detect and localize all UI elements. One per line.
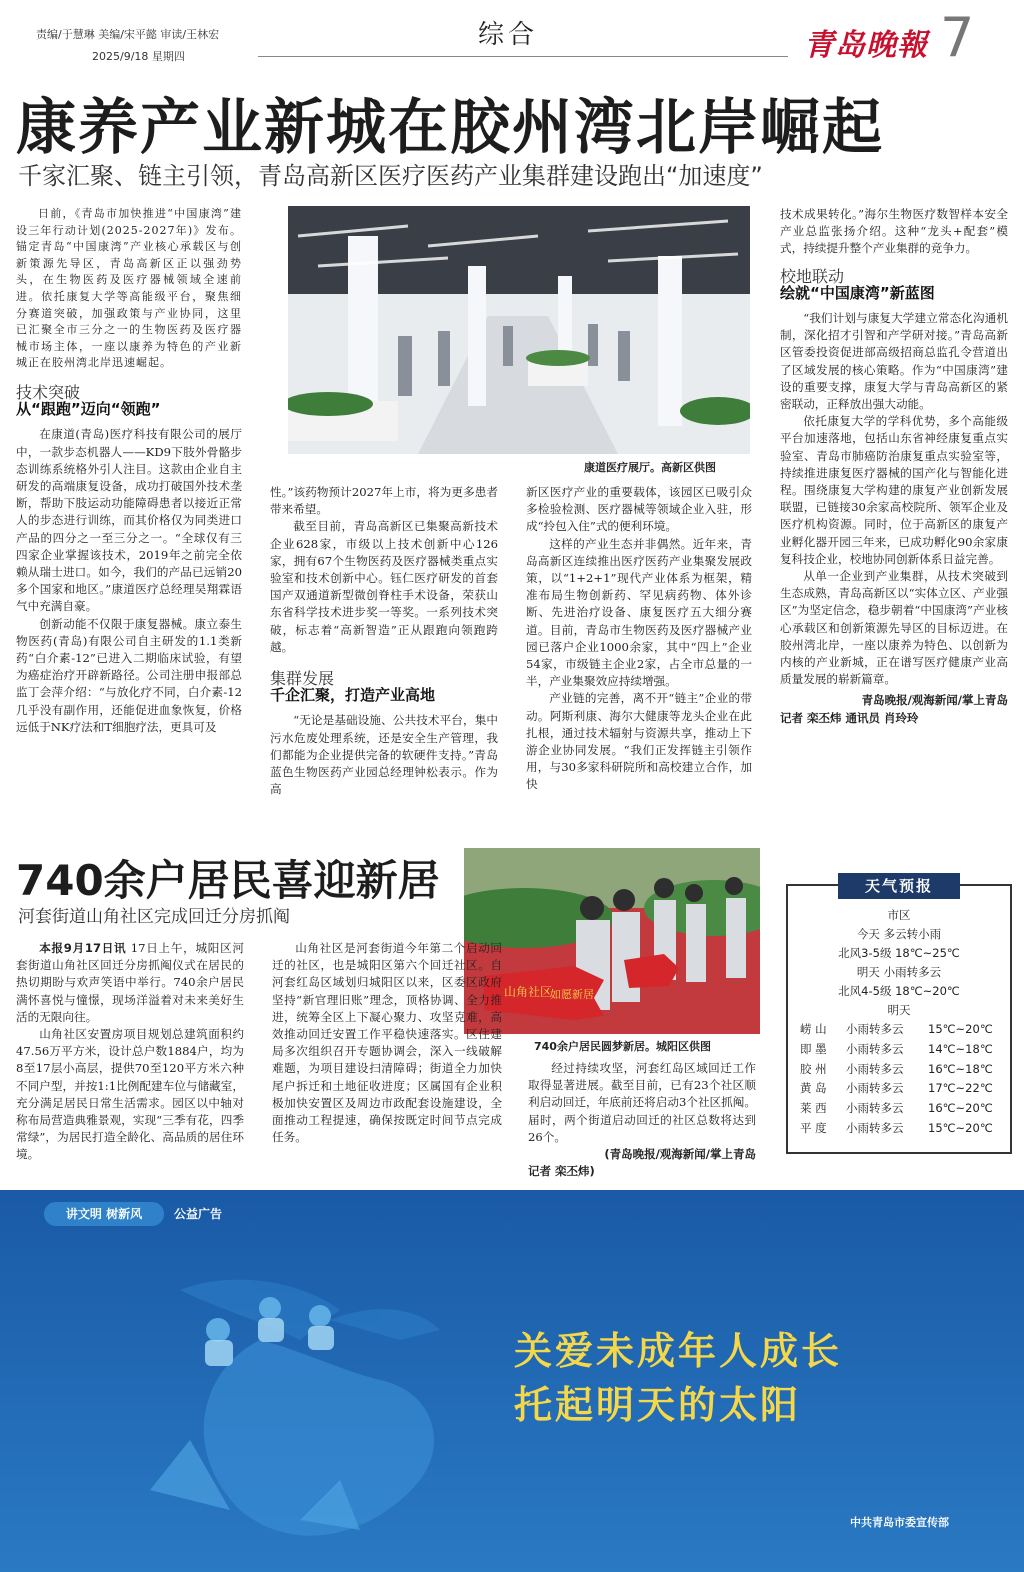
article1-column-4	[780, 206, 1008, 727]
weather-city-row	[800, 1099, 1010, 1119]
weather-city-row	[800, 1040, 1010, 1060]
article2-headline: 740余户居民喜迎新居	[16, 856, 440, 905]
section2-title: 集群发展	[270, 669, 335, 689]
city-temp: 15℃~20℃	[928, 1120, 993, 1135]
photo-sign-2: 如愿新居	[550, 988, 594, 1001]
weather-tomorrow: 明天 小雨转多云	[856, 965, 942, 979]
city-temp: 16℃~20℃	[928, 1101, 993, 1116]
city-name: 平 度	[800, 1120, 827, 1135]
city-name: 胶 州	[800, 1061, 827, 1076]
photo2-caption: 740余户居民圆梦新居。城阳区供图	[534, 1040, 711, 1053]
article2-byline-outlet: (青岛晚报/观海新闻/掌上青岛	[604, 1147, 756, 1162]
article1-column-1	[16, 206, 242, 736]
weather-city-row	[800, 1079, 1010, 1099]
section-name: 综合	[478, 20, 539, 50]
article2-byline-reporter: 记者 栾丕炜)	[528, 1164, 595, 1179]
article2-column-2	[272, 940, 502, 1146]
city-weather: 小雨转多云	[846, 1061, 904, 1076]
ad-organization: 中共青岛市委宣传部	[850, 1516, 949, 1529]
weather-city-row	[800, 1020, 1010, 1040]
showroom-photo	[288, 206, 750, 454]
section1-subtitle: 从“跟跑”迈向“领跑”	[16, 400, 161, 419]
weather-city-row	[800, 1119, 1010, 1139]
article1-column-3	[526, 484, 752, 794]
ad-slogan-line2: 托起明天的太阳	[514, 1383, 802, 1427]
paragraph: “我们计划与康复大学建立常态化沟通机制，深化招才引智和产学研对接。”青岛高新区管委投资促进部高级招商总监孔令营道出了区域发展的核心策略。作为“中国康湾”建设的重要支撑，康复大学与青岛高新区的紧密联动，正释放出强大动能。	[780, 311, 1008, 412]
article2-dateline: 本报9月17日讯	[39, 941, 127, 955]
section1-title: 技术突破	[16, 382, 81, 402]
issue-date: 2025/9/18 星期四	[92, 50, 185, 63]
ad-slogan-line1: 关爱未成年人成长	[514, 1329, 843, 1373]
section2-subtitle: 千企汇聚，打造产业高地	[270, 686, 436, 705]
paragraph: 依托康复大学的学科优势，多个高能级平台加速落地，包括山东省神经康复重点实验室、青岛市肺癌防治康复重点实验室等，持续推进康复医疗器械的国产化与智能化进程。围绕康复大学构建的康复产业创新发展联盟，已链接30余家高校院所、领军企业及医疗机构资源。同时，位于高新区的康复产业孵化器开园三年来，已成功孵化90余家康复科技企业，校地协同创新体系日益完善。	[780, 414, 1008, 566]
paragraph: 性。”该药物预计2027年上市，将为更多患者带来希望。	[270, 485, 498, 517]
paragraph: 17日上午，城阳区河套街道山角社区回迁分房抓阄仪式在居民的热切期盼与欢声笑语中举行。740余户居民满怀喜悦与憧憬，现场洋溢着对未来美好生活的无限向往。	[16, 941, 245, 1024]
city-name: 崂 山	[800, 1022, 827, 1036]
paragraph: 技术成果转化。”海尔生物医疗数智样本安全产业总监张扬介绍。这种“龙头+配套”模式，持续提升整个产业集群的竞争力。	[780, 207, 1008, 256]
weather-tomorrow-wind: 北风4-5级 18℃~20℃	[838, 984, 960, 998]
weather-forecast-box	[786, 877, 1012, 1154]
city-name: 莱 西	[800, 1101, 827, 1116]
paragraph: 经过持续攻坚，河套红岛区域回迁工作取得显著进展。截至目前，已有23个社区顺利启动回迁，年底前还将启动3个社区抓阄。届时，两个街道启动回迁的社区总数将达到26个。	[528, 1061, 756, 1144]
paragraph: 从单一企业到产业集群，从技术突破到生态成熟，青岛高新区以“实体立区、产业强区”为坚定信念，稳步朝着“中国康湾”产业核心承载区和创新策源先导区的目标迈进。在胶州湾北岸，一座以康养为特色、以创新为内核的产业新城，正在谱写医疗健康产业高质量发展的崭新篇章。	[780, 569, 1008, 687]
weather-today-wind: 北风3-5级 18℃~25℃	[838, 946, 960, 960]
city-temp: 17℃~22℃	[928, 1081, 993, 1096]
city-temp: 16℃~18℃	[928, 1061, 993, 1076]
paragraph: 新区医疗产业的重要载体，该园区已吸引众多检验检测、医疗器械等领域企业入驻，形成“拎包入住”式的便利环境。	[526, 485, 752, 534]
city-temp: 14℃~18℃	[928, 1041, 993, 1056]
city-name: 黄 岛	[800, 1081, 827, 1096]
section3-subtitle: 绘就“中国康湾”新蓝图	[780, 283, 935, 302]
weather-title: 天气预报	[838, 873, 960, 899]
article1-headline: 康养产业新城在胶州湾北岸崛起	[16, 93, 884, 163]
paragraph: 产业链的完善，离不开“链主”企业的带动。阿斯利康、海尔大健康等龙头企业在此扎根，通过技术辐射与资源共享，推动上下游企业协同发展。“我们正发挥链主引领作用，与30多家科研院所和高校建立合作，加快	[526, 691, 752, 792]
page-number: 7	[940, 6, 975, 69]
city-name: 即 墨	[800, 1041, 827, 1056]
paragraph: 山角社区安置房项目规划总建筑面积约47.56万平方米，设计总户数1884户，均为8至17层小高层，提供70至120平方米六种不同户型，并按1:1比例配建车位与储藏室，充分满足居民日常生活需求。园区以中轴对称布局营造典雅景观，实现“三季有花，四季常绿”，为居民打造全龄化、高品质的居住环境。	[16, 1027, 244, 1162]
photo1-caption: 康道医疗展厅。高新区供图	[584, 461, 716, 474]
paragraph: 在康道(青岛)医疗科技有限公司的展厅中，一款步态机器人——KD9下肢外骨骼步态训练系统格外引人注目。这款由企业自主研发的高端康复设备，成功打破国外技术垄断，帮助下肢运动功能障碍患者以接近正常人的步态进行训练，而其价格仅为同类进口产品的四分之一至三分之一。“全球仅有三四家企业掌握该技术，2019年之前完全依赖从瑞士进口。如今，我们的产品已远销20多个国家和地区。”康道医疗总经理吴翔霖语气中充满自豪。	[16, 427, 242, 614]
city-weather: 小雨转多云	[846, 1041, 904, 1056]
article2-column-1	[16, 940, 244, 1164]
article2-subheadline: 河套街道山角社区完成回迁分房抓阄	[18, 907, 290, 927]
city-weather: 小雨转多云	[846, 1120, 904, 1135]
residents-photo	[464, 848, 760, 1034]
editor-credits: 责编/于慧琳 美编/宋平懿 审读/王林宏	[36, 28, 220, 41]
ad-tag-label: 公益广告	[174, 1207, 223, 1221]
article1-byline-reporters: 记者 栾丕炜 通讯员 肖玲玲	[780, 710, 919, 725]
city-temp: 15℃~20℃	[928, 1022, 993, 1036]
public-service-ad	[0, 1190, 1024, 1572]
article1-byline-outlet: 青岛晚报/观海新闻/掌上青岛	[861, 693, 1008, 708]
section3-title: 校地联动	[780, 266, 845, 286]
paragraph: 创新动能不仅限于康复器械。康立泰生物医药(青岛)有限公司自主研发的1.1类新药“白介素-12”已进入二期临床试验，有望为癌症治疗开辟新路径。公司注册申报部总监丁会萍介绍：“与放化疗不同，白介素-12几乎没有副作用，还能促进血象恢复，价格远低于NK疗法和T细胞疗法，更具可及	[16, 616, 242, 734]
header-rule	[258, 56, 788, 57]
paragraph: 这样的产业生态并非偶然。近年来，青岛高新区连续推出医疗医药产业集聚发展政策，以“1+2+1”现代产业体系为框架，精准布局生物创新药、罕见病药物、体外诊断、先进治疗设备、康复医疗五大细分赛道。目前，青岛市生物医药及医疗器械产业园已落户企业1000余家，其中“四上”企业54家，市级链主企业2家，占全市总量的一半，产业集聚效应持续增强。	[526, 536, 752, 689]
article1-subheadline: 千家汇聚、链主引领，青岛高新区医疗医药产业集群建设跑出“加速度”	[18, 162, 763, 190]
city-weather: 小雨转多云	[846, 1101, 904, 1116]
article1-lead: 日前，《青岛市加快推进“中国康湾”建设三年行动计划(2025-2027年)》发布。锚定青岛“中国康湾”产业核心承载区与创新策源先导区，青岛高新区正以强劲势头，在生物医药及医疗器械领域全速前进。依托康复大学等高能级平台，聚焦细分赛道突破，加强政策与产业协同，这里已汇聚全市三分之一的生物医药及医疗器械市场主体，一座以康养为特色的产业新城正在胶州湾北岸迅速崛起。	[16, 207, 242, 370]
city-weather: 小雨转多云	[846, 1022, 904, 1036]
showroom-illustration	[288, 206, 750, 454]
ad-tag: 讲文明 树新风	[44, 1202, 164, 1226]
weather-area: 市区	[887, 908, 911, 922]
weather-tomorrow-label: 明天	[887, 1003, 911, 1017]
paragraph: “无论是基础设施、公共技术平台，集中污水危废处理系统，还是安全生产管理，我们都能为企业提供完备的软硬件支持。”青岛蓝色生物医药产业园总经理钟松表示。作为高	[270, 713, 498, 797]
photo-sign-1: 山角社区	[504, 985, 553, 999]
weather-today: 今天 多云转小雨	[856, 927, 942, 941]
paragraph: 山角社区是河套街道今年第二个启动回迁的社区，也是城阳区第六个回迁社区。自河套红岛区域划归城阳区以来，区委区政府坚持“新官理旧账”理念，顶格协调、全力推进，统筹全区上下凝心聚力、攻坚克难，高效推动回迁安置工作平稳快速落实。区住建局多次组织召开专题协调会，深入一线破解难题，为项目建设扫清障碍；街道全力加快尾户拆迁和土地征收进度；区属国有企业积极加快安置区及周边市政配套设施建设，全面推动工程提速，确保按既定时间节点完成任务。	[272, 941, 502, 1145]
weather-city-row	[800, 1060, 1010, 1080]
article1-column-2	[270, 484, 498, 798]
city-weather: 小雨转多云	[846, 1081, 904, 1096]
paragraph: 截至目前，青岛高新区已集聚高新技术企业628家，市级以上技术创新中心126家，拥有67个生物医药及医疗器械类重点实验室和技术创新中心。钰仁医疗研发的首套国产双通道新型微创脊柱手术设备，荣获山东省科学技术进步奖一等奖。一系列技术突破，标志着“高新智造”正从跟跑向领跑跨越。	[270, 519, 498, 654]
newspaper-logo: 青岛晚報	[804, 28, 928, 63]
residents-illustration	[464, 848, 760, 1034]
article2-column-3	[528, 1060, 756, 1180]
